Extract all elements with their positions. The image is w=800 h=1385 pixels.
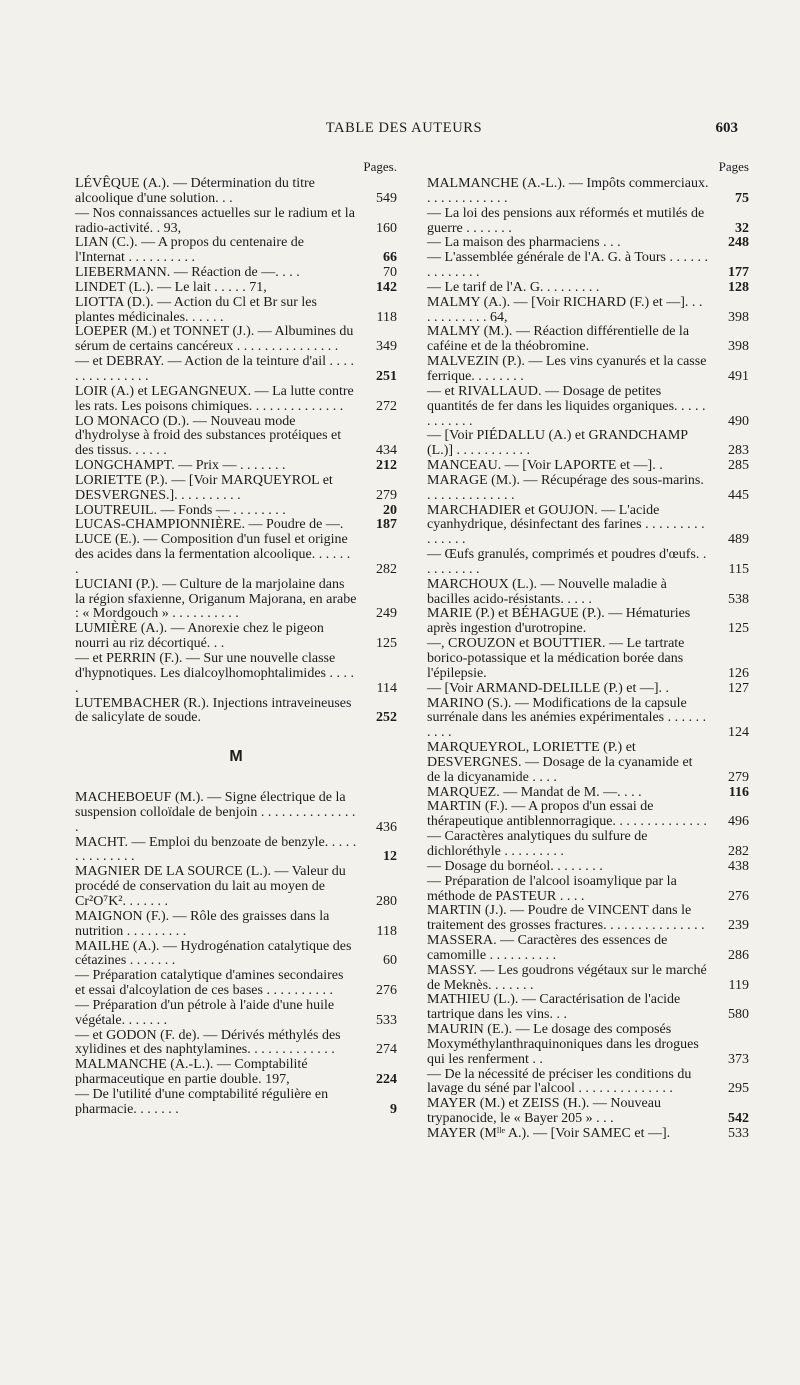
entry-page-number: 496 <box>728 814 749 830</box>
entry-page-number: 125 <box>376 636 397 652</box>
entry-text: MASSERA. — Caractères des essences de camomille . . . . . . . . . . <box>427 933 668 963</box>
entry-page-number: 75 <box>735 190 749 206</box>
entry-page-number: 373 <box>728 1051 749 1067</box>
index-entry <box>75 207 397 237</box>
entry-text: — [Voir ARMAND-DELILLE (P.) et —]. . <box>427 680 669 696</box>
entry-page-number: 119 <box>728 977 749 993</box>
entry-page-number: 279 <box>728 769 749 785</box>
entry-page-number: 128 <box>728 279 749 295</box>
index-entry <box>427 875 749 905</box>
index-entry <box>427 800 749 830</box>
index-entry <box>427 325 749 355</box>
entry-text: — Préparation d'un pétrole à l'aide d'une huile végétale. . . . . . . <box>75 997 335 1028</box>
entry-text: MARAGE (M.). — Récupérage des sous-marins. . . . . . . . . . . . . . <box>427 472 704 503</box>
index-entry <box>75 999 397 1029</box>
index-entry <box>427 934 749 964</box>
index-entry <box>427 236 749 251</box>
entry-text: MAYER (M.) et ZEISS (H.). — Nouveau trypanocide, le « Bayer 205 » . . . <box>427 1096 661 1127</box>
entry-page-number: 489 <box>728 532 749 548</box>
index-entry <box>427 474 749 504</box>
entry-page-number: 20 <box>383 502 397 518</box>
pages-label: Pages <box>718 159 749 174</box>
index-entry <box>427 741 749 786</box>
entry-page-number: 251 <box>376 368 397 384</box>
entry-text: MAGNIER DE LA SOURCE (L.). — Valeur du procédé de conservation du lait au moyen de Cr²O⁷K². . . . . . . <box>75 864 346 909</box>
index-entry <box>75 415 397 460</box>
entry-page-number: 398 <box>728 309 749 325</box>
index-entry <box>75 355 397 385</box>
entry-page-number: 286 <box>728 947 749 963</box>
entry-text: LIEBERMANN. — Réaction de —. . . . <box>75 265 300 281</box>
entry-text: MARTIN (J.). — Poudre de VINCENT dans le traitement des grosses fractures. . . . . . . . . . . . . . . <box>427 903 705 934</box>
index-entry <box>75 1088 397 1118</box>
entry-page-number: 283 <box>728 443 749 459</box>
index-entry <box>427 548 749 578</box>
right-column <box>427 160 749 1142</box>
entry-text: MARCHOUX (L.). — Nouvelle maladie à bacilles acido-résistants. . . . . <box>427 576 667 607</box>
entry-text: LONGCHAMPT. — Prix — . . . . . . . <box>75 458 286 474</box>
entry-page-number: 239 <box>728 918 749 934</box>
index-entry <box>75 1058 397 1088</box>
entry-page-number: 9 <box>390 1101 397 1117</box>
entry-text: — et GODON (F. de). — Dérivés méthylés des xylidines et des naphtylamines. . . . . . . . . . . . . <box>75 1027 341 1058</box>
pages-label: Pages. <box>363 159 397 174</box>
entry-page-number: 580 <box>728 1007 749 1023</box>
index-entry <box>427 1023 749 1068</box>
entry-text: — et PERRIN (F.). — Sur une nouvelle classe d'hypnotiques. Les dialcoylhomophtalimides . . . . . <box>75 651 354 696</box>
entry-text: MASSY. — Les goudrons végétaux sur le marché de Meknès. . . . . . . <box>427 962 707 993</box>
entry-text: MARIE (P.) et BÉHAGUE (P.). — Hématuries après ingestion d'urotropine. <box>427 606 691 637</box>
entry-page-number: 538 <box>728 591 749 607</box>
index-entry <box>75 281 397 296</box>
index-entry <box>75 865 397 910</box>
entry-page-number: 249 <box>376 606 397 622</box>
entry-text: MALMY (M.). — Réaction différentielle de la caféine et de la théobromine. <box>427 324 690 355</box>
entry-page-number: 491 <box>728 368 749 384</box>
entry-text: — [Voir PIÉDALLU (A.) et GRANDCHAMP (L.)] . . . . . . . . . . . <box>427 428 688 459</box>
entry-text: — Caractères analytiques du sulfure de dichloréthyle . . . . . . . . . <box>427 829 648 859</box>
index-entry <box>427 459 749 474</box>
index-entry <box>427 697 749 742</box>
entry-page-number: 280 <box>376 893 397 909</box>
entry-text: — Préparation catalytique d'amines secondaires et essai d'alcoylation de ces bases . . . . . . . . . . <box>75 968 344 999</box>
entry-page-number: 160 <box>376 220 397 236</box>
entry-text: MAYER (Mˡˡᵉ A.). — [Voir SAMEC et —]. <box>427 1126 671 1141</box>
entry-page-number: 127 <box>728 680 749 696</box>
entry-page-number: 279 <box>376 487 397 503</box>
entry-text: — La loi des pensions aux réformés et mutilés de guerre . . . . . . . <box>427 205 705 236</box>
entry-text: — et RIVALLAUD. — Dosage de petites quantités de fer dans les liquides organiques. . . . . . . . . . . . <box>427 383 706 429</box>
index-entry <box>427 578 749 608</box>
entry-page-number: 66 <box>383 250 397 266</box>
entry-page-number: 295 <box>728 1081 749 1097</box>
entry-text: — Préparation de l'alcool isoamylique par la méthode de PASTEUR . . . . <box>427 873 677 904</box>
index-entry <box>75 836 397 866</box>
entry-page-number: 282 <box>728 843 749 859</box>
entry-page-number: 126 <box>728 665 749 681</box>
index-entry <box>75 236 397 266</box>
index-entry <box>75 791 397 836</box>
entry-text: MANCEAU. — [Voir LAPORTE et —]. . <box>427 458 663 474</box>
entry-text: LOEPER (M.) et TONNET (J.). — Albumines du sérum de certains cancéreux . . . . . . . . . . . . . . . <box>75 324 354 355</box>
entry-page-number: 276 <box>728 888 749 904</box>
entry-text: — L'assemblée générale de l'A. G. à Tours . . . . . . . . . . . . . . <box>427 250 709 281</box>
index-entry <box>75 459 397 474</box>
index-entry <box>427 355 749 385</box>
entry-text: LUCE (E.). — Composition d'un fusel et origine des acides dans la fermentation alcoolique. . . . . . . <box>75 532 351 577</box>
index-entry <box>75 1029 397 1059</box>
index-entry <box>75 266 397 281</box>
entry-page-number: 142 <box>376 279 397 295</box>
entry-text: MALMANCHE (A.-L.). — Impôts commerciaux. . . . . . . . . . . . . <box>427 176 709 206</box>
entry-page-number: 187 <box>376 517 397 533</box>
entry-text: — Le tarif de l'A. G. . . . . . . . . <box>427 279 600 295</box>
index-list-m-continued <box>427 177 749 1142</box>
entry-page-number: 115 <box>728 561 749 577</box>
entry-page-number: 274 <box>376 1042 397 1058</box>
entry-page-number: 252 <box>376 710 397 726</box>
entry-text: MARQUEZ. — Mandat de M. —. . . . <box>427 784 642 800</box>
index-entry <box>75 385 397 415</box>
entry-text: MALMANCHE (A.-L.). — Comptabilité pharmaceutique en partie double. 197, <box>75 1057 308 1088</box>
entry-text: LINDET (L.). — Le lait . . . . . 71, <box>75 279 267 295</box>
entry-page-number: 398 <box>728 339 749 355</box>
index-entry <box>75 969 397 999</box>
entry-text: LO MONACO (D.). — Nouveau mode d'hydrolyse à froid des substances protéiques et des tissus. . . . . . <box>75 413 342 459</box>
index-entry <box>427 207 749 237</box>
index-entry <box>75 474 397 504</box>
entry-text: LUMIÈRE (A.). — Anorexie chez le pigeon nourri au riz décortiqué. . . <box>75 621 324 652</box>
index-entry <box>75 910 397 940</box>
index-entry <box>427 296 749 326</box>
entry-text: MATHIEU (L.). — Caractérisation de l'acide tartrique dans les vins. . . <box>427 992 681 1023</box>
entry-text: LOUTREUIL. — Fonds — . . . . . . . . <box>75 502 286 518</box>
entry-text: MARQUEYROL, LORIETTE (P.) et DESVERGNES. — Dosage de la cyanamide et de la dicyanamide . . . . <box>427 740 693 785</box>
entry-text: — et DEBRAY. — Action de la teinture d'ail . . . . . . . . . . . . . . . <box>75 354 354 384</box>
entry-text: LOIR (A.) et LEGANGNEUX. — La lutte contre les rats. Les poisons chimiques. . . . . . . . . . . . . . <box>75 383 354 414</box>
index-entry <box>75 622 397 652</box>
index-entry <box>427 607 749 637</box>
entry-page-number: 445 <box>728 487 749 503</box>
page-header <box>70 120 738 142</box>
index-entry <box>75 533 397 578</box>
index-entry <box>427 637 749 682</box>
index-list-m-part <box>75 791 397 1118</box>
entry-page-number: 533 <box>728 1126 749 1141</box>
entry-page-number: 118 <box>376 309 397 325</box>
entry-text: LIOTTA (D.). — Action du Cl et Br sur les plantes médicinales. . . . . . <box>75 294 317 325</box>
entry-text: — La maison des pharmaciens . . . <box>427 235 621 251</box>
index-entry <box>75 940 397 970</box>
entry-text: — Dosage du bornéol. . . . . . . . <box>427 858 603 874</box>
entry-page-number: 282 <box>376 561 397 577</box>
entry-text: — De la nécessité de préciser les conditions du lavage du séné par l'alcool . . . . . . . . . . . . . . <box>427 1066 692 1097</box>
entry-page-number: 118 <box>376 923 397 939</box>
entry-page-number: 116 <box>728 784 749 800</box>
index-list-l-part <box>75 177 397 726</box>
index-entry <box>427 281 749 296</box>
entry-text: MARTIN (F.). — A propos d'un essai de thérapeutique antiblennorragique. . . . . . . . . . . . . . <box>427 799 707 830</box>
entry-text: LUTEMBACHER (R.). Injections intraveineuses de salicylate de soude. <box>75 695 352 726</box>
entry-page-number: 272 <box>376 398 397 414</box>
index-entry <box>427 504 749 549</box>
entry-page-number: 124 <box>728 725 749 741</box>
index-entry <box>427 786 749 801</box>
entry-text: LIAN (C.). — A propos du centenaire de l'Internat . . . . . . . . . . <box>75 235 304 266</box>
entry-text: LÉVÊQUE (A.). — Détermination du titre alcoolique d'une solution. . . <box>75 176 315 206</box>
entry-text: MAILHE (A.). — Hydrogénation catalytique des cétazines . . . . . . . <box>75 938 352 969</box>
entry-page-number: 542 <box>728 1111 749 1127</box>
entry-page-number: 549 <box>376 190 397 206</box>
entry-page-number: 60 <box>383 953 397 969</box>
left-column <box>75 160 397 1118</box>
entry-text: MALMY (A.). — [Voir RICHARD (F.) et —]. . . . . . . . . . . . 64, <box>427 294 703 325</box>
index-entry <box>75 652 397 697</box>
index-entry <box>427 993 749 1023</box>
entry-text: MACHT. — Emploi du benzoate de benzyle. . . . . . . . . . . . . . <box>75 834 357 865</box>
entry-text: LUCAS-CHAMPIONNIÈRE. — Poudre de —. <box>75 517 344 533</box>
index-entry <box>75 177 397 207</box>
entry-text: MAIGNON (F.). — Rôle des graisses dans la nutrition . . . . . . . . . <box>75 908 330 939</box>
index-entry <box>427 860 749 875</box>
entry-text: LORIETTE (P.). — [Voir MARQUEYROL et DESVERGNES.]. . . . . . . . . . <box>75 472 333 503</box>
entry-page-number: 70 <box>383 265 397 281</box>
entry-page-number: 32 <box>735 220 749 236</box>
entry-page-number: 434 <box>376 443 397 459</box>
entry-text: MACHEBOEUF (M.). — Signe électrique de la suspension colloïdale de benjoin . . . . . . . . . . . . . . . <box>75 790 356 835</box>
index-entry <box>427 385 749 430</box>
entry-page-number: 438 <box>728 858 749 874</box>
index-entry <box>75 578 397 623</box>
running-title: TABLE DES AUTEURS <box>325 120 483 136</box>
entry-page-number: 212 <box>376 458 397 474</box>
entry-page-number: 224 <box>376 1072 397 1088</box>
entry-page-number: 490 <box>728 413 749 429</box>
entry-text: MARINO (S.). — Modifications de la capsule surrénale dans les anémies expérimentales . . . . . . . . . . <box>427 695 707 741</box>
index-entry <box>75 296 397 326</box>
entry-page-number: 248 <box>728 235 749 251</box>
entry-page-number: 436 <box>376 819 397 835</box>
index-entry <box>427 682 749 697</box>
entry-text: MALVEZIN (P.). — Les vins cyanurés et la casse ferrique. . . . . . . . <box>427 354 707 384</box>
index-entry <box>75 518 397 533</box>
entry-text: — Nos connaissances actuelles sur le radium et la radio-activité. . 93, <box>75 205 355 236</box>
index-entry <box>427 177 749 207</box>
index-entry <box>427 830 749 860</box>
entry-page-number: 276 <box>376 983 397 999</box>
entry-text: MAURIN (E.). — Le dosage des composés Moxyméthylanthraquinoniques dans les drogues qui les renferment . . <box>427 1022 699 1067</box>
index-entry <box>75 325 397 355</box>
entry-text: —, CROUZON et BOUTTIER. — Le tartrate borico-potassique et la médication borée dans l'épilepsie. <box>427 636 685 681</box>
index-entry <box>427 904 749 934</box>
index-entry <box>427 964 749 994</box>
entry-page-number: 349 <box>376 339 397 355</box>
entry-page-number: 125 <box>728 621 749 637</box>
index-entry <box>427 1068 749 1098</box>
entry-text: — De l'utilité d'une comptabilité régulière en pharmacie. . . . . . . <box>75 1086 329 1117</box>
entry-page-number: 285 <box>728 458 749 474</box>
section-letter: M <box>229 748 243 766</box>
index-entry <box>427 429 749 459</box>
index-entry <box>75 697 397 727</box>
entry-page-number: 533 <box>376 1012 397 1028</box>
index-entry <box>427 1127 749 1142</box>
index-entry <box>427 251 749 281</box>
page-number: 603 <box>715 120 738 136</box>
entry-page-number: 114 <box>376 680 397 696</box>
index-entry <box>427 1097 749 1127</box>
entry-text: — Œufs granulés, comprimés et poudres d'œufs. . . . . . . . . . <box>427 547 707 577</box>
entry-text: LUCIANI (P.). — Culture de la marjolaine dans la région sfaxienne, Origanum Majorana, en arabe : « Mordgouch » . . . . . . . . . . <box>75 576 357 622</box>
entry-page-number: 12 <box>383 849 397 865</box>
entry-page-number: 177 <box>728 265 749 281</box>
entry-text: MARCHADIER et GOUJON. — L'acide cyanhydrique, désinfectant des farines . . . . . . . . . . . . . . . <box>427 502 705 548</box>
